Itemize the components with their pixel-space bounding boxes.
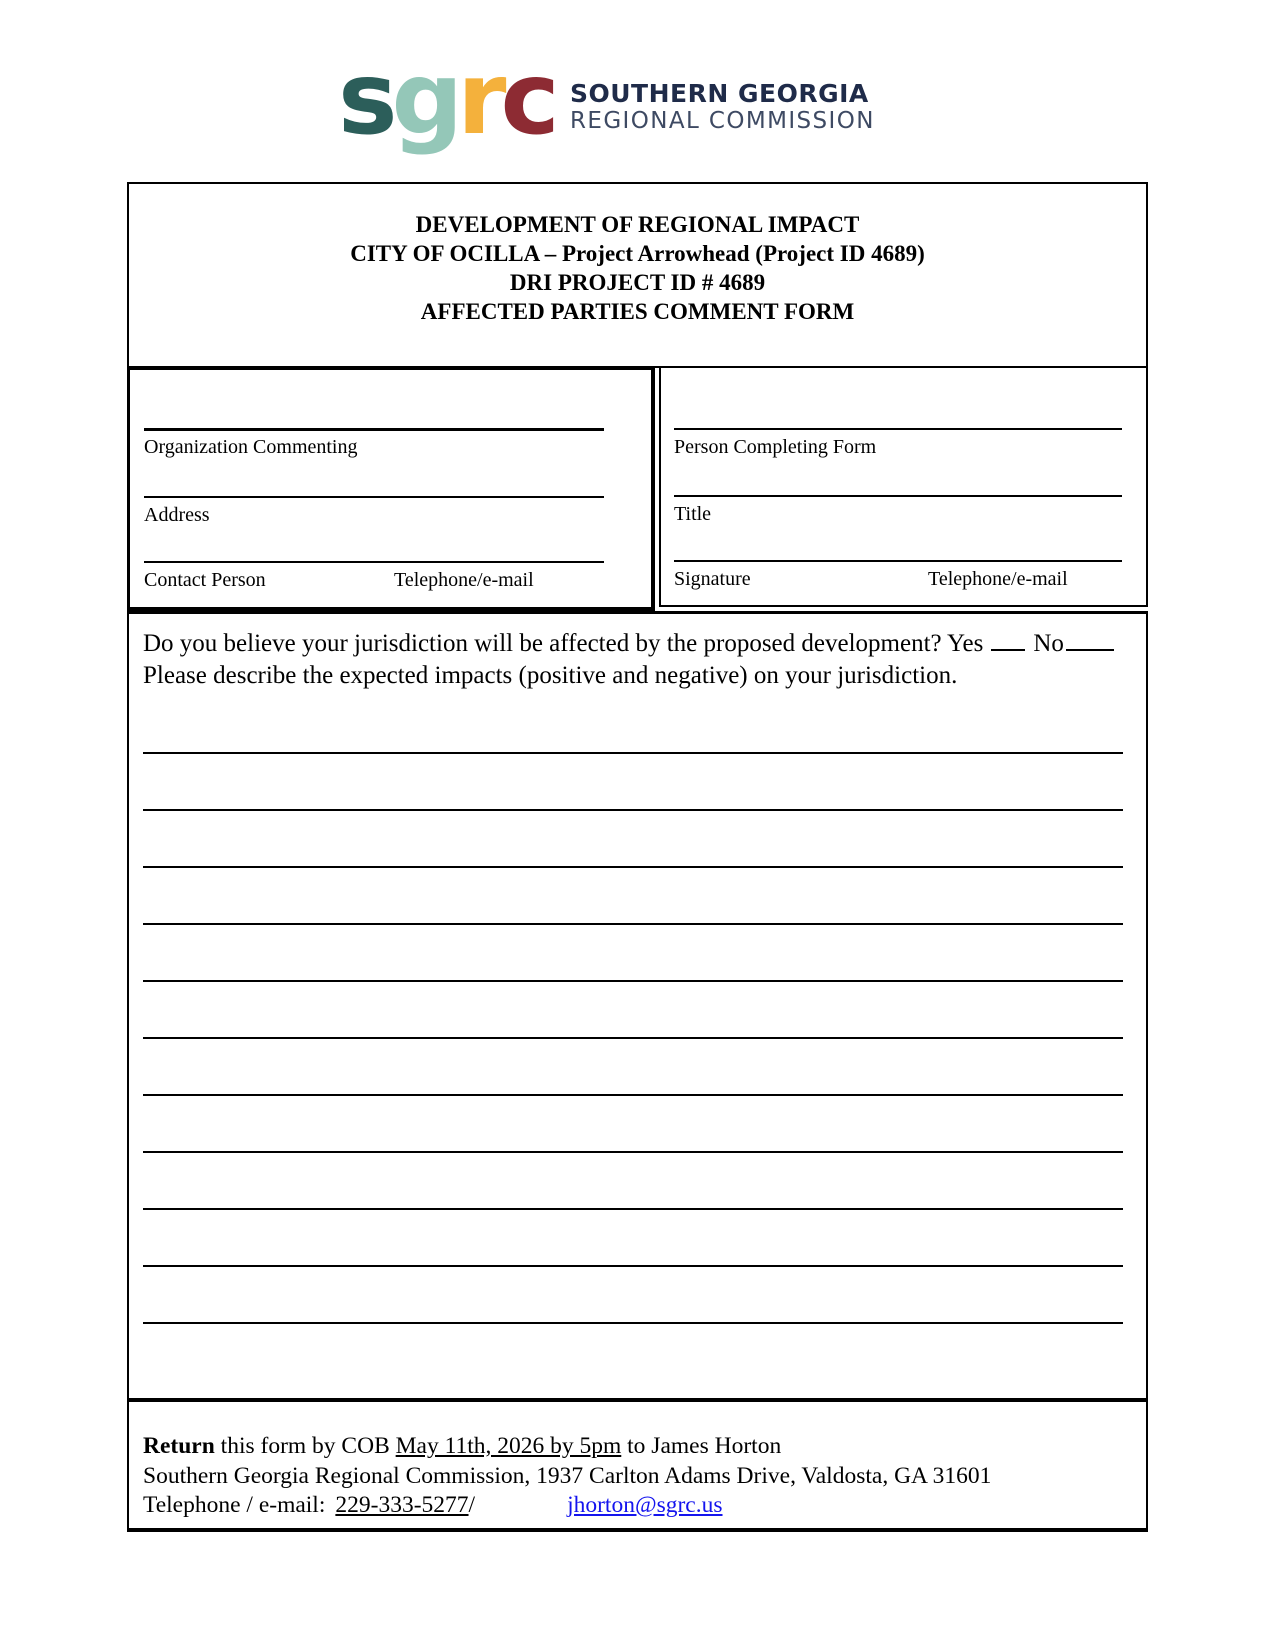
question-line1: Do you believe your jurisdiction will be affected by the proposed development? Yes bbox=[143, 630, 984, 657]
sgrc-name-line2: REGIONAL COMMISSION bbox=[570, 108, 875, 134]
logo-letter-r: r bbox=[457, 40, 501, 157]
return-mid-text: this form by COB bbox=[214, 1433, 396, 1459]
ruled-line bbox=[143, 1151, 1123, 1153]
address-field-line[interactable] bbox=[144, 496, 604, 498]
question-line2: Please describe the expected impacts (positive and negative) on your jurisdiction. bbox=[143, 662, 958, 689]
logo-letter-g: g bbox=[391, 40, 458, 157]
ruled-line bbox=[143, 1265, 1123, 1267]
logo-letter-s: s bbox=[338, 40, 392, 157]
title-line-4: AFFECTED PARTIES COMMENT FORM bbox=[420, 299, 855, 324]
title-field-line[interactable] bbox=[674, 495, 1122, 497]
yes-blank-field[interactable] bbox=[991, 629, 1025, 651]
title-label: Title bbox=[674, 503, 712, 525]
return-line bbox=[143, 1432, 1146, 1462]
return-address-line: Southern Georgia Regional Commission, 1937 Carlton Adams Drive, Valdosta, GA 31601 bbox=[143, 1462, 992, 1489]
address-label: Address bbox=[144, 504, 210, 526]
person-completing-field-line[interactable] bbox=[674, 428, 1122, 430]
organization-fields-box bbox=[127, 366, 655, 611]
comment-writing-area[interactable] bbox=[127, 611, 1148, 1398]
ruled-line bbox=[143, 752, 1123, 754]
title-block bbox=[127, 182, 1148, 368]
logo-letter-c: c bbox=[500, 40, 554, 157]
return-word: Return bbox=[143, 1433, 215, 1459]
contact-telephone-label: Telephone/e-mail bbox=[394, 569, 534, 591]
ruled-line bbox=[143, 809, 1123, 811]
organization-field-line[interactable] bbox=[144, 428, 604, 431]
ruled-line bbox=[143, 1094, 1123, 1096]
sgrc-wordmark bbox=[338, 40, 554, 158]
ruled-line bbox=[143, 1322, 1123, 1324]
person-fields-box bbox=[659, 366, 1148, 607]
signature-telephone-label: Telephone/e-mail bbox=[928, 568, 1068, 590]
title-line-2: CITY OF OCILLA – Project Arrowhead (Project ID 4689) bbox=[350, 241, 925, 266]
email-link[interactable]: jhorton@sgrc.us bbox=[567, 1492, 723, 1518]
return-end-text: to James Horton bbox=[621, 1433, 782, 1459]
sgrc-name bbox=[570, 80, 875, 135]
return-instructions-box bbox=[127, 1398, 1148, 1532]
no-label: No bbox=[1033, 630, 1064, 657]
ruled-line bbox=[143, 923, 1123, 925]
contact-person-field-line[interactable] bbox=[144, 561, 604, 563]
no-blank-field[interactable] bbox=[1066, 629, 1114, 651]
title-line-3: DRI PROJECT ID # 4689 bbox=[509, 270, 766, 295]
telephone-email-line bbox=[143, 1491, 1146, 1521]
ruled-line bbox=[143, 1208, 1123, 1210]
ruled-line bbox=[143, 980, 1123, 982]
contact-person-label: Contact Person bbox=[144, 569, 266, 591]
signature-label: Signature bbox=[674, 568, 751, 590]
ruled-line bbox=[143, 866, 1123, 868]
signature-field-line[interactable] bbox=[674, 560, 1122, 562]
question-text bbox=[143, 628, 1135, 692]
title-line-1: DEVELOPMENT OF REGIONAL IMPACT bbox=[415, 212, 860, 237]
sgrc-name-line1: SOUTHERN GEORGIA bbox=[570, 79, 869, 108]
return-deadline: May 11th, 2026 by 5pm bbox=[395, 1433, 622, 1459]
telephone-number: 229-333-5277 bbox=[335, 1492, 469, 1518]
telephone-slash: / bbox=[468, 1492, 476, 1518]
person-completing-label: Person Completing Form bbox=[674, 436, 877, 458]
telephone-email-label: Telephone / e-mail: bbox=[143, 1492, 326, 1518]
ruled-line bbox=[143, 1037, 1123, 1039]
organization-label: Organization Commenting bbox=[144, 436, 358, 458]
